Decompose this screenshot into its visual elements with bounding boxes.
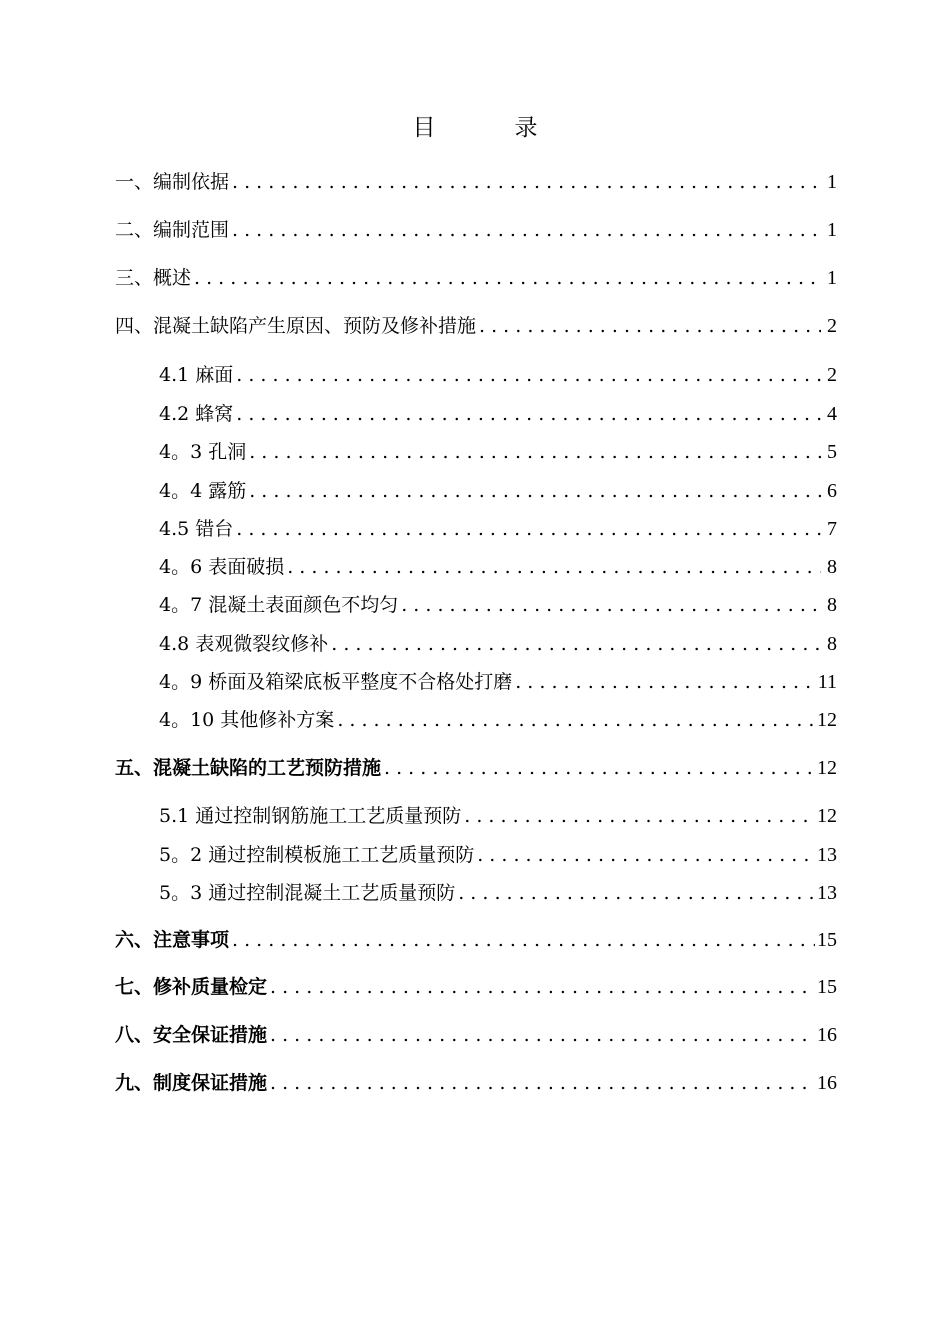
toc-dot-leader (270, 1021, 815, 1049)
toc-entry[interactable] (115, 304, 837, 352)
toc-dot-leader (458, 879, 815, 907)
toc-entry-page-number: 8 (827, 594, 837, 617)
toc-entry-page-number: 1 (827, 171, 837, 193)
toc-entry-page-number: 7 (827, 517, 837, 540)
toc-entry-title: 4.5 错台 (159, 517, 234, 540)
toc-entry-title: 一、编制依据 (115, 171, 230, 193)
toc-entry-page-number: 8 (827, 632, 837, 655)
toc-entry-title: 5。3 通过控制混凝土工艺质量预防 (159, 881, 456, 904)
toc-entry-page-number: 12 (817, 709, 837, 732)
toc-entry-page-number: 15 (817, 929, 837, 952)
toc-entry-page-number: 6 (827, 479, 837, 502)
toc-entry-page-number: 12 (817, 804, 837, 827)
toc-entry-page-number: 12 (817, 756, 837, 779)
toc-dot-leader (232, 168, 821, 196)
toc-entry-page-number: 2 (827, 315, 837, 337)
toc-entry[interactable] (115, 256, 837, 304)
toc-entry[interactable] (115, 591, 837, 629)
toc-entry-title: 4.8 表观微裂纹修补 (159, 632, 329, 655)
toc-entry[interactable] (115, 745, 837, 793)
toc-dot-leader (270, 1069, 815, 1097)
toc-entry-page-number: 13 (817, 881, 837, 904)
toc-entry-page-number: 8 (827, 556, 837, 579)
toc-entry-title: 四、混凝土缺陷产生原因、预防及修补措施 (115, 315, 477, 337)
toc-entry-title: 4.1 麻面 (159, 364, 234, 386)
toc-entry[interactable] (115, 160, 837, 208)
toc-entry[interactable] (115, 630, 837, 668)
toc-dot-leader (232, 216, 821, 244)
toc-entry-title: 5.1 通过控制钢筋施工工艺质量预防 (159, 804, 462, 827)
toc-dot-leader (236, 361, 821, 389)
toc-dot-leader (479, 312, 821, 340)
toc-entry-page-number: 4 (827, 403, 837, 425)
toc-entry-title: 4。3 孔洞 (159, 441, 247, 464)
toc-entry-title: 二、编制范围 (115, 219, 230, 241)
toc-entry[interactable] (115, 879, 837, 917)
toc-entry[interactable] (115, 965, 837, 1013)
toc-dot-leader (287, 553, 821, 581)
toc-entry-title: 七、修补质量检定 (115, 976, 268, 999)
toc-entry-title: 九、制度保证措施 (115, 1072, 268, 1095)
toc-entry-title: 三、概述 (115, 267, 192, 289)
toc-list (115, 160, 837, 1109)
toc-dot-leader (384, 754, 815, 782)
toc-entry[interactable] (115, 400, 837, 438)
toc-entry[interactable] (115, 668, 837, 706)
toc-dot-leader (249, 477, 821, 505)
toc-entry-title: 五、混凝土缺陷的工艺预防措施 (115, 756, 382, 779)
toc-entry-title: 4。7 混凝土表面颜色不均匀 (159, 594, 399, 617)
toc-entry[interactable] (115, 793, 837, 841)
toc-entry[interactable] (115, 515, 837, 553)
toc-dot-leader (477, 841, 815, 869)
toc-entry-title: 4。6 表面破损 (159, 556, 285, 579)
toc-title: 目 录 (412, 115, 566, 141)
toc-dot-leader (232, 926, 815, 954)
toc-entry-page-number: 1 (827, 267, 837, 289)
toc-entry[interactable] (115, 208, 837, 256)
toc-entry-page-number: 13 (817, 843, 837, 866)
toc-entry[interactable] (115, 917, 837, 965)
toc-entry-title: 5。2 通过控制模板施工工艺质量预防 (159, 843, 475, 866)
toc-entry-page-number: 16 (817, 1072, 837, 1095)
toc-entry-page-number: 2 (827, 364, 837, 386)
toc-entry[interactable] (115, 1061, 837, 1109)
toc-dot-leader (401, 591, 821, 619)
toc-entry-title: 六、注意事项 (115, 929, 230, 952)
toc-entry[interactable] (115, 553, 837, 591)
toc-entry[interactable] (115, 706, 837, 744)
toc-dot-leader (249, 438, 821, 466)
toc-dot-leader (337, 706, 815, 734)
toc-entry-title: 4.2 蜂窝 (159, 403, 234, 425)
toc-entry-page-number: 16 (817, 1024, 837, 1047)
toc-entry-page-number: 5 (827, 441, 837, 464)
toc-entry[interactable] (115, 841, 837, 879)
toc-dot-leader (270, 973, 815, 1001)
toc-entry-page-number: 11 (817, 671, 837, 694)
toc-entry-title: 4。10 其他修补方案 (159, 709, 335, 732)
toc-dot-leader (515, 668, 816, 696)
toc-dot-leader (464, 802, 815, 830)
toc-entry[interactable] (115, 477, 837, 515)
toc-dot-leader (236, 400, 821, 428)
toc-entry[interactable] (115, 352, 837, 400)
toc-entry[interactable] (115, 438, 837, 476)
toc-entry-page-number: 1 (827, 219, 837, 241)
toc-entry-title: 4。4 露筋 (159, 479, 247, 502)
toc-entry-title: 八、安全保证措施 (115, 1024, 268, 1047)
toc-entry-title: 4。9 桥面及箱梁底板平整度不合格处打磨 (159, 671, 513, 694)
toc-dot-leader (194, 264, 821, 292)
toc-dot-leader (331, 630, 821, 658)
toc-entry-page-number: 15 (817, 976, 837, 999)
toc-entry[interactable] (115, 1013, 837, 1061)
toc-dot-leader (236, 515, 821, 543)
